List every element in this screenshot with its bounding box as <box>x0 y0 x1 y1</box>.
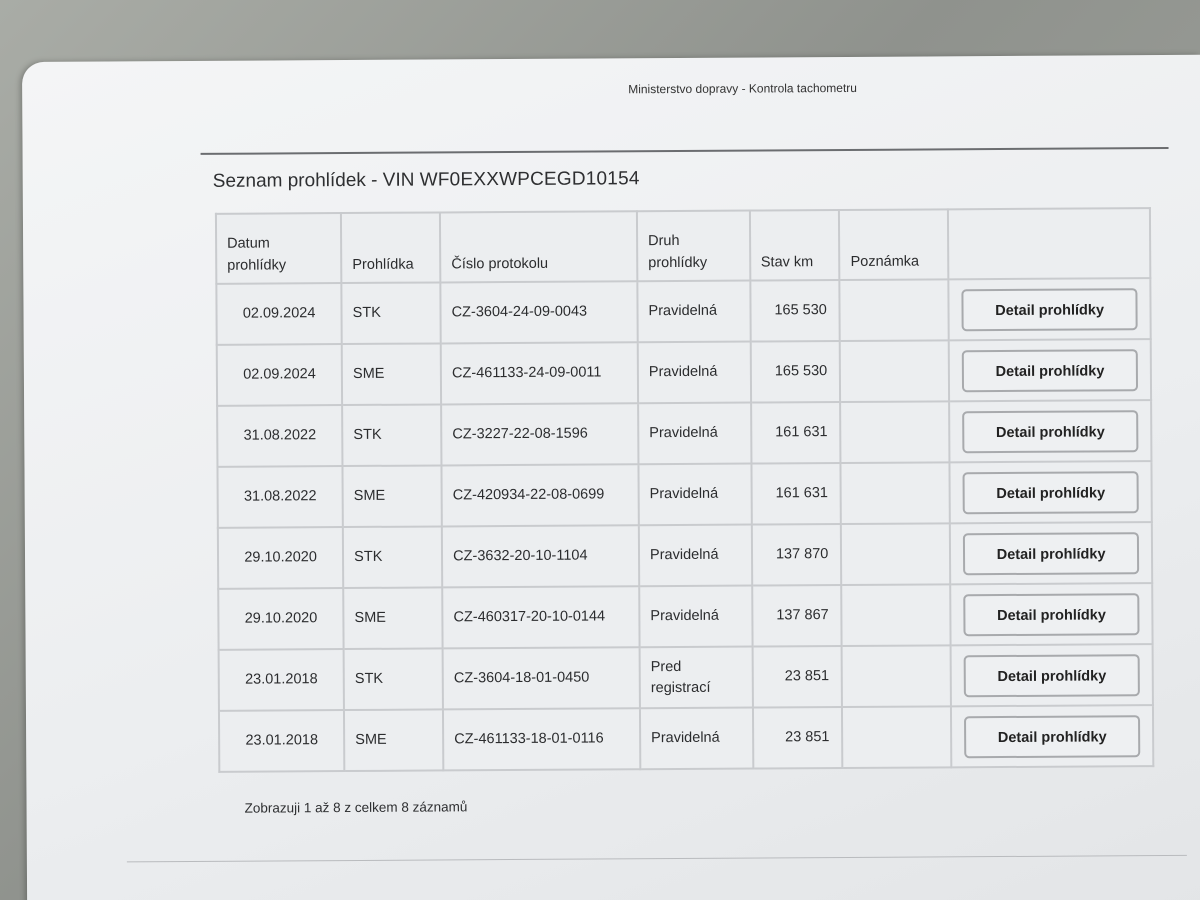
cell-action <box>950 461 1152 523</box>
cell-type: STK <box>343 526 442 588</box>
table-header-row <box>216 208 1150 284</box>
vin-number: WF0EXXWPCEGD10154 <box>419 168 640 191</box>
cell-km: 165 530 <box>750 341 840 403</box>
detail-button[interactable]: Detail prohlídky <box>962 349 1138 392</box>
table-row <box>217 339 1151 406</box>
cell-protocol: CZ-461133-18-01-0116 <box>443 708 640 770</box>
cell-note <box>842 645 951 707</box>
footer-divider <box>127 855 1187 862</box>
cell-note <box>841 462 950 524</box>
cell-km: 161 631 <box>751 402 841 464</box>
table-row <box>216 278 1150 345</box>
cell-type: STK <box>341 282 440 344</box>
cell-protocol: CZ-3604-24-09-0043 <box>440 281 637 343</box>
page-title <box>213 168 640 193</box>
table-row <box>219 705 1153 772</box>
column-header-date: Datum prohlídky <box>216 213 342 284</box>
cell-date: 29.10.2020 <box>218 588 343 650</box>
detail-button[interactable]: Detail prohlídky <box>962 410 1138 453</box>
cell-action <box>951 644 1153 706</box>
detail-button[interactable]: Detail prohlídky <box>963 593 1139 636</box>
column-header-protocol: Číslo protokolu <box>440 211 637 282</box>
cell-note <box>840 340 949 402</box>
cell-action <box>949 339 1151 401</box>
cell-protocol: CZ-3227-22-08-1596 <box>441 403 638 465</box>
detail-button[interactable]: Detail prohlídky <box>961 288 1137 331</box>
column-header-kind: Druh prohlídky <box>637 211 750 282</box>
header-divider <box>201 147 1169 155</box>
cell-kind: Pravidelná <box>638 342 751 404</box>
cell-action <box>950 522 1152 584</box>
cell-km: 23 851 <box>753 707 843 769</box>
table-row <box>219 644 1153 711</box>
table-row <box>217 400 1151 467</box>
detail-button[interactable]: Detail prohlídky <box>963 471 1139 514</box>
cell-note <box>840 401 949 463</box>
cell-km: 165 530 <box>750 280 840 342</box>
table-row <box>217 461 1151 528</box>
cell-type: SME <box>342 343 441 405</box>
cell-date: 23.01.2018 <box>219 710 344 772</box>
detail-button[interactable]: Detail prohlídky <box>964 715 1140 758</box>
cell-date: 29.10.2020 <box>218 527 343 589</box>
column-header-action <box>948 208 1150 279</box>
cell-kind: Pravidelná <box>638 464 751 526</box>
inspections-table <box>215 207 1154 773</box>
cell-date: 23.01.2018 <box>219 649 344 711</box>
detail-button[interactable]: Detail prohlídky <box>963 532 1139 575</box>
cell-protocol: CZ-420934-22-08-0699 <box>442 464 639 526</box>
cell-kind: Pravidelná <box>640 708 753 770</box>
cell-protocol: CZ-460317-20-10-0144 <box>442 586 639 648</box>
records-info: Zobrazuji 1 až 8 z celkem 8 záznamů <box>244 799 468 816</box>
cell-protocol: CZ-3604-18-01-0450 <box>443 647 640 709</box>
cell-kind: Pravidelná <box>637 281 750 343</box>
printed-page <box>22 55 1200 900</box>
cell-action <box>950 583 1152 645</box>
cell-kind: Pravidelná <box>638 403 751 465</box>
cell-date: 31.08.2022 <box>217 466 342 528</box>
cell-km: 161 631 <box>751 463 841 525</box>
cell-action <box>951 705 1153 767</box>
site-header: Ministerstvo dopravy - Kontrola tachometru <box>628 80 857 97</box>
cell-protocol: CZ-3632-20-10-1104 <box>442 525 639 587</box>
table-row <box>218 522 1152 589</box>
cell-note <box>842 584 951 646</box>
column-header-type: Prohlídka <box>341 212 440 283</box>
column-header-note: Poznámka <box>839 209 948 280</box>
cell-note <box>841 523 950 585</box>
cell-type: SME <box>343 587 442 649</box>
cell-km: 23 851 <box>752 646 842 708</box>
column-header-km: Stav km <box>750 210 840 281</box>
detail-button[interactable]: Detail prohlídky <box>964 654 1140 697</box>
cell-kind: Pravidelná <box>639 525 752 587</box>
cell-km: 137 867 <box>752 585 842 647</box>
cell-note <box>842 706 951 768</box>
page-title-prefix: Seznam prohlídek - VIN <box>212 169 420 192</box>
cell-protocol: CZ-461133-24-09-0011 <box>441 342 638 404</box>
cell-type: STK <box>342 404 441 466</box>
cell-date: 02.09.2024 <box>216 283 341 345</box>
cell-type: SME <box>343 465 442 527</box>
cell-kind: Pred registrací <box>640 647 753 709</box>
cell-date: 31.08.2022 <box>217 405 342 467</box>
cell-action <box>949 278 1151 340</box>
cell-type: STK <box>344 648 443 710</box>
cell-date: 02.09.2024 <box>217 344 342 406</box>
cell-km: 137 870 <box>751 524 841 586</box>
table-row <box>218 583 1152 650</box>
cell-note <box>840 279 949 341</box>
cell-kind: Pravidelná <box>639 586 752 648</box>
cell-type: SME <box>344 709 443 771</box>
cell-action <box>949 400 1151 462</box>
